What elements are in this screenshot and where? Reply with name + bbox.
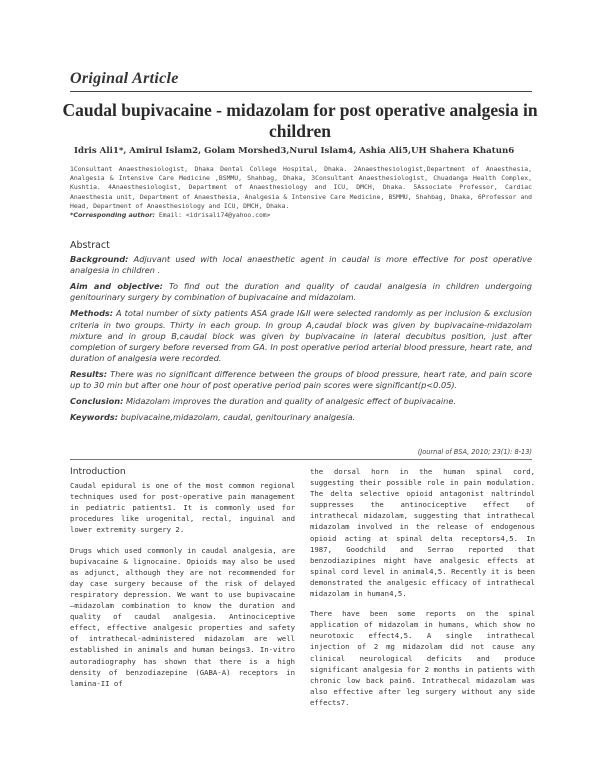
intro-paragraph-2: Drugs which used commonly in caudal analgesia, are bupivacaine & lignocaine. Opioids may also be used as adjunct, although they are not recommended for day case surgery because of the risk of delayed respiratory depression. We want to use bupivacaine –midazolam combination to know the duration and quality of caudal analgesia. Antinociceptive effect, effective analgesic properties and safety of intrathecal-administered midazolam are well established in animals and human beings3. In-vitro autoradiography has shown that there is a high density of benzodiazepine (GABA-A) receptors in lamina-II of [70,545,295,688]
intro-paragraph-3: the dorsal horn in the human spinal cord, suggesting their possible role in pain modulation. The delta selective opioid antagonist naltrindol suppresses the antinociceptive effect of intrathecal midazolam, suggesting that intrathecal midazolam involved in the release of endogenous opioid acting at spinal delta receptors4,5. In 1987, Goodchild and Serrao reported that benzodiazipines might have analgesic effects at spinal cord level in animal4,5. Recently it is been demonstrated the analgesic efficacy of intrathecal midazolam in human4,5. [310,467,535,599]
author-list: Idris Ali1*, Amirul Islam2, Golam Morshed3,Nurul Islam4, Ashia Ali5,UH Shahera Khatun6 [74,146,515,156]
body-column-left [70,466,295,698]
abstract-keywords [70,412,532,423]
affiliations-block [70,165,532,220]
abstract-aim [70,281,532,303]
abstract-section [70,240,532,428]
results-text: There was no significant difference between the groups of blood pressure, heart rate, and pain score up to 30 min but after one hour of post operative period pain scores were significant(p<0.05). [70,368,532,391]
corresponding-email: Email: <idrisali74@yahoo.com> [158,211,271,220]
corresponding-label: *Corresponding author: [70,211,156,220]
abstract-background [70,254,532,276]
abstract-divider [70,459,532,460]
article-title: Caudal bupivacaine - midazolam for post operative analgesia in children [62,100,538,141]
intro-paragraph-4: There have been some reports on the spinal application of midazolam in humans, which show no neurotoxic effect4,5. A single intrathecal injection of 2 mg midazolam did not cause any clinical neurological deficits and produce significant analgesia for 2 months in patients with chronic low back pain6. Intrathecal midazolam was also effective after leg surgery without any side effects7. [310,609,535,707]
aim-text: To find out the duration and quality of caudal analgesia in children undergoing genitourinary surgery by combination of bupivacaine and midazolam. [70,281,532,303]
methods-text: A total number of sixty patients ASA grade I&II were selected randomly as per inclusion & exclusion criteria in two groups. Thirty in each group. In group A,caudal block was given by bupivacaine-midazolam mixture and in group B,caudal block was given by bupivacaine in lateral decubitus position, just after completion of surgery before reversed from GA. In post operative period arterial blood pressure, heart rate, and duration of analgesia were recorded. [70,308,532,363]
background-label: Background: [70,254,129,265]
conclusion-label: Conclusion: [70,396,124,407]
abstract-heading: Abstract [70,240,110,251]
body-column-right [310,466,535,717]
journal-citation: (Journal of BSA, 2010; 23(1): 8-13) [417,448,532,456]
header-rule [70,91,532,92]
conclusion-text: Midazolam improves the duration and quality of analgesic effect of bupivacaine. [123,396,456,407]
abstract-methods [70,308,532,363]
aim-label: Aim and objective: [70,281,163,292]
corresponding-author [70,211,532,220]
keywords-label: Keywords: [70,412,119,423]
section-label: Original Article [70,70,179,87]
background-text: Adjuvant used with local anaesthetic agent in caudal is more effective for post operative analgesia in children . [70,254,532,276]
introduction-heading: Introduction [70,466,126,477]
abstract-conclusion [70,396,532,407]
affiliations-text: 1Consultant Anaesthesiologist, Dhaka Dental College Hospital, Dhaka. 2Anaesthesiologist,Department of Anaesthesia, Analgesia & Intensive Care Medicine ,BSMMU, Shahbag, Dhaka, 3Consultant Anaesthesiologist, Chuadanga Health Complex, Kushtia. 4Anaesthesiologist, Department of Anaesthesiology and ICU, DMCH, Dhaka. 5Associate Professor, Cardiac Anaesthesia unit, Department of Anaesthesia, Analgesia & Intensive Care Medicine, BSMMU, Shahbag, Dhaka, 6Professor and Head, Department of Anaesthesiology and ICU, DMCH, Dhaka. [70,165,532,210]
abstract-results [70,369,532,391]
keywords-text: bupivacaine,midazolam, caudal, genitourinary analgesia. [118,412,356,423]
intro-paragraph-1: Caudal epidural is one of the most common regional techniques used for post-operative pain management in pediatric patients1. It is commonly used for procedures like urogenital, rectal, inguinal and lower extremity surgery 2. [70,481,295,535]
results-label: Results: [70,368,108,379]
methods-label: Methods: [70,308,114,319]
